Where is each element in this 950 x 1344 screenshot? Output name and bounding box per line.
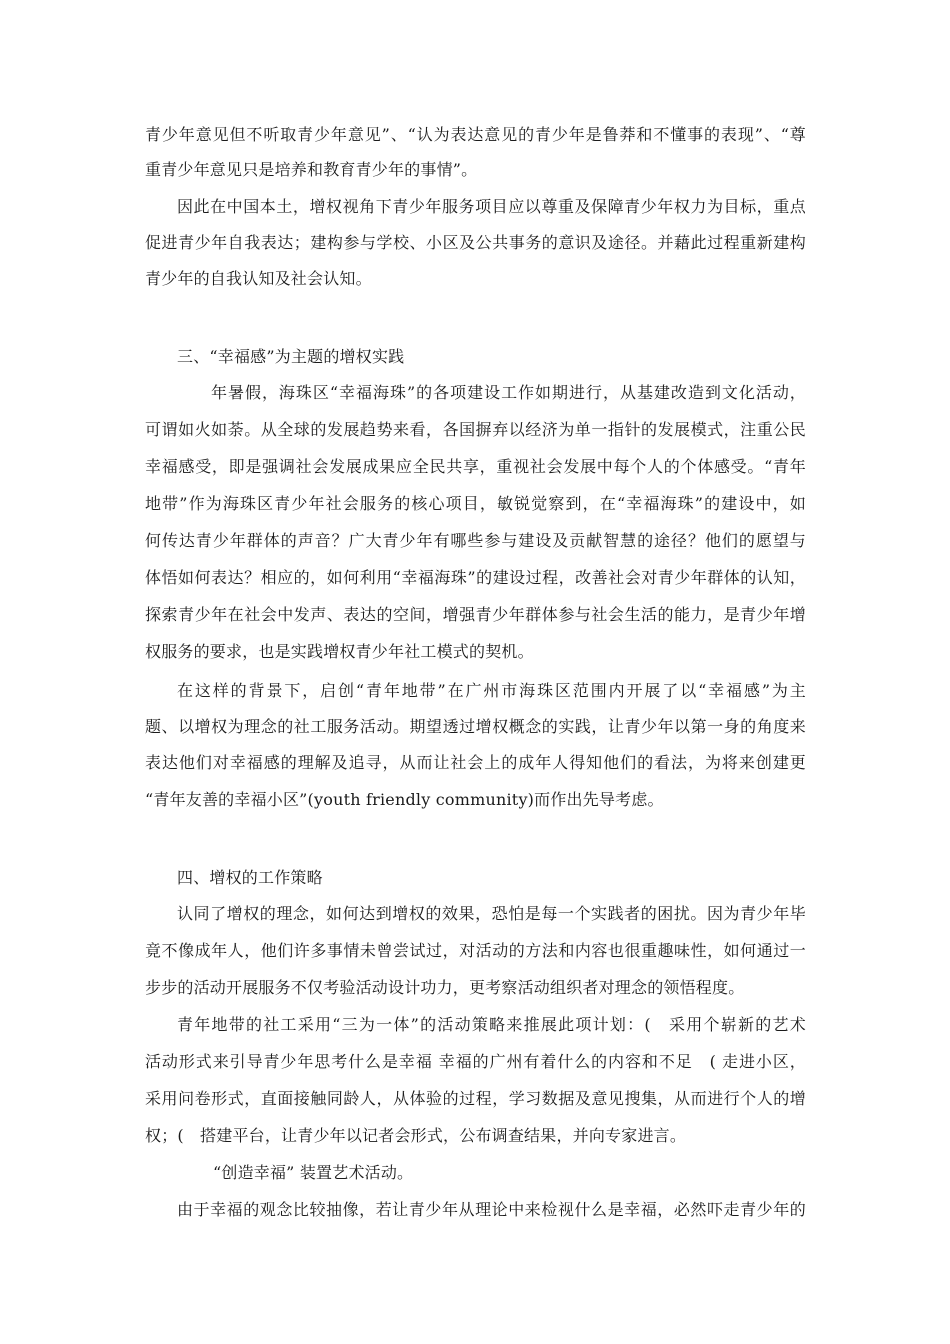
paragraph-line: 活动形式来引导青少年思考什么是幸福 幸福的广州有着什么的内容和不足 ( 走进小区， xyxy=(145,1052,806,1071)
paragraph-line: 采用问卷形式，直面接触同龄人，从体验的过程，学习数据及意见搜集，从而进行个人的增 xyxy=(145,1089,806,1108)
paragraph-line: 竟不像成年人，他们许多事情未曾尝试过，对活动的方法和内容也很重趣味性，如何通过一 xyxy=(145,941,806,960)
paragraph-line: 何传达青少年群体的声音？广大青少年有哪些参与建设及贡献智慧的途径？他们的愿望与 xyxy=(145,531,806,550)
paragraph-line: 体悟如何表达？相应的，如何利用“幸福海珠”的建设过程，改善社会对青少年群体的认知， xyxy=(145,568,806,587)
paragraph-line: “青年友善的幸福小区”(youth friendly community)而作出先导考虑。 xyxy=(145,790,664,809)
paragraph-line: 表达他们对幸福感的理解及追寻，从而让社会上的成年人得知他们的看法，为将来创建更 xyxy=(145,753,806,772)
paragraph-line: 年暑假，海珠区“幸福海珠”的各项建设工作如期进行，从基建改造到文化活动， xyxy=(211,383,806,402)
paragraph-line: 青少年意见但不听取青少年意见”、“认为表达意见的青少年是鲁莽和不懂事的表现”、“尊 xyxy=(145,125,806,144)
section-heading-3: 三、“幸福感”为主题的增权实践 xyxy=(177,347,405,366)
paragraph-line: 步步的活动开展服务不仅考验活动设计功力，更考察活动组织者对理念的领悟程度。 xyxy=(145,978,745,997)
paragraph-line: 由于幸福的观念比较抽像，若让青少年从理论中来检视什么是幸福，必然吓走青少年的 xyxy=(177,1200,806,1219)
paragraph-line: 地带”作为海珠区青少年社会服务的核心项目，敏锐觉察到，在“幸福海珠”的建设中，如 xyxy=(145,494,806,513)
paragraph-line: 青年地带的社工采用“三为一体”的活动策略来推展此项计划：( 采用个崭新的艺术 xyxy=(177,1015,806,1034)
paragraph-line: 促进青少年自我表达；建构参与学校、小区及公共事务的意识及途径。并藉此过程重新建构 xyxy=(145,233,806,252)
subsection-title: “创造幸福” 装置艺术活动。 xyxy=(213,1163,414,1182)
section-heading-4: 四、增权的工作策略 xyxy=(177,868,323,887)
paragraph-line: 因此在中国本土，增权视角下青少年服务项目应以尊重及保障青少年权力为目标，重点 xyxy=(177,197,806,216)
paragraph-line: 题、以增权为理念的社工服务活动。期望透过增权概念的实践，让青少年以第一身的角度来 xyxy=(145,717,806,736)
paragraph-line: 权；( 搭建平台，让青少年以记者会形式，公布调查结果，并向专家进言。 xyxy=(145,1126,687,1145)
paragraph-line: 探索青少年在社会中发声、表达的空间，增强青少年群体参与社会生活的能力，是青少年增 xyxy=(145,605,806,624)
paragraph-line: 在这样的背景下，启创“青年地带”在广州市海珠区范围内开展了以“幸福感”为主 xyxy=(177,681,806,700)
paragraph-line: 重青少年意见只是培养和教育青少年的事情”。 xyxy=(145,160,478,179)
paragraph-line: 青少年的自我认知及社会认知。 xyxy=(145,269,372,288)
paragraph-line: 权服务的要求，也是实践增权青少年社工模式的契机。 xyxy=(145,642,534,661)
paragraph-line: 幸福感受，即是强调社会发展成果应全民共享，重视社会发展中每个人的个体感受。“青年 xyxy=(145,457,806,476)
paragraph-line: 可谓如火如荼。从全球的发展趋势来看，各国摒弃以经济为单一指针的发展模式，注重公民 xyxy=(145,420,806,439)
paragraph-line: 认同了增权的理念，如何达到增权的效果，恐怕是每一个实践者的困扰。因为青少年毕 xyxy=(177,904,806,923)
